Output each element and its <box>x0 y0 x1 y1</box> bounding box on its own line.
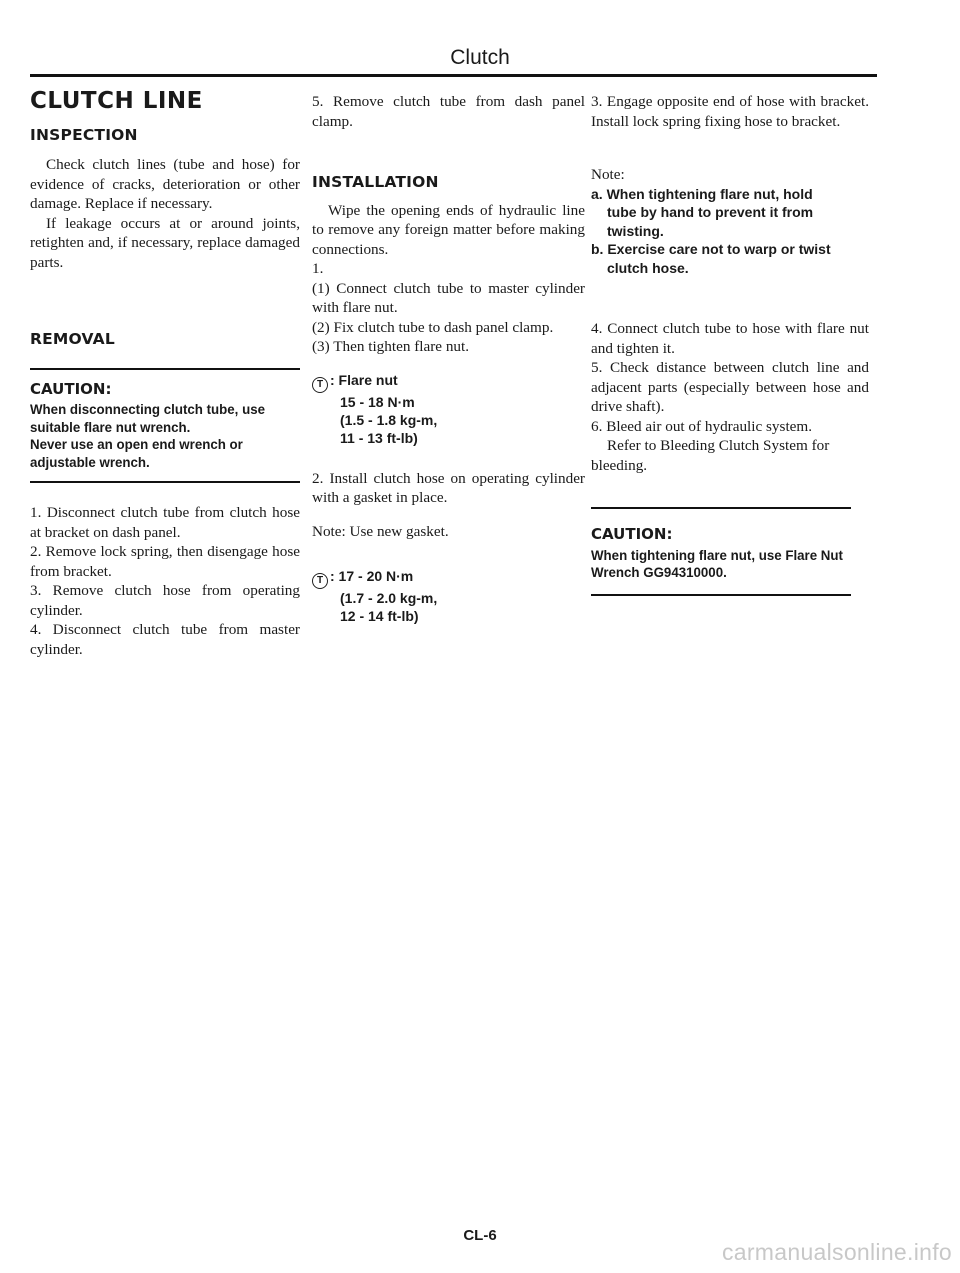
caution-text: When tightening flare nut, use Flare Nut Wrench GG94310000. <box>591 546 843 580</box>
inspection-heading: INSPECTION <box>30 125 138 144</box>
torque-icon: T <box>312 377 328 393</box>
caution-title: CAUTION: <box>30 379 112 398</box>
installation-step-3: 3. Engage opposite end of hose with bracket. Install lock spring fixing hose to bracket. <box>591 93 869 130</box>
caution-line-1: When disconnecting clutch tube, use suitable flare nut wrench. <box>30 401 265 435</box>
installation-sub-1: (1) Connect clutch tube to master cylinder with flare nut. <box>312 279 585 316</box>
removal-step-5: 5. Remove clutch tube from dash panel clamp. <box>312 93 585 130</box>
column-1 <box>30 86 300 659</box>
removal-step-4: 4. Disconnect clutch tube from master cylinder. <box>30 621 300 658</box>
note-b-line-1: b. Exercise care not to warp or twist <box>591 241 831 257</box>
installation-note: Note: Use new gasket. <box>312 522 449 540</box>
removal-step-3: 3. Remove clutch hose from operating cylinder. <box>30 582 300 619</box>
section-title: CLUTCH LINE <box>30 88 203 114</box>
installation-step-1: 1. <box>312 260 324 277</box>
installation-caution-box <box>591 507 851 596</box>
installation-step-6: 6. Bleed air out of hydraulic system. <box>591 417 813 435</box>
installation-sub-3: (3) Then tighten flare nut. <box>312 338 470 355</box>
torque-value-nm: : 17 - 20 N·m <box>330 568 414 584</box>
torque-value-kgm: (1.5 - 1.8 kg-m, <box>340 411 438 428</box>
note-a-line-2: tube by hand to prevent it from twisting. <box>607 204 814 239</box>
removal-heading: REMOVAL <box>30 330 115 348</box>
caution-title: CAUTION: <box>591 525 673 543</box>
page-number: CL-6 <box>463 1227 497 1244</box>
removal-caution-box <box>30 368 300 484</box>
note-b-line-2: clutch hose. <box>607 259 689 276</box>
watermark: carmanualsonline.info <box>721 1239 952 1265</box>
torque-value-kgm: (1.7 - 2.0 kg-m, <box>340 590 438 606</box>
installation-step-6-detail: Refer to Bleeding Clutch System for bleeding. <box>591 437 830 474</box>
note-a-line-1: a. When tightening flare nut, hold <box>591 185 813 202</box>
column-3 <box>591 86 869 596</box>
installation-heading: INSTALLATION <box>312 173 439 191</box>
column-2 <box>312 86 585 625</box>
note-b <box>591 240 869 277</box>
inspection-paragraph-2: If leakage occurs at or around joints, retighten and, if necessary, replace damaged parts. <box>30 214 300 271</box>
installation-step-5: 5. Check distance between clutch line and adjacent parts (especially between hose and drive shaft). <box>591 359 869 415</box>
note-label: Note: <box>591 166 625 183</box>
installation-step-2: 2. Install clutch hose on operating cylinder with a gasket in place. <box>312 469 585 506</box>
torque-value-ftlb: 11 - 13 ft-lb) <box>340 429 418 446</box>
installation-intro: Wipe the opening ends of hydraulic line to remove any foreign matter before making connections. <box>312 201 585 258</box>
inspection-paragraph-1: Check clutch lines (tube and hose) for evidence of cracks, deterioration or other damage. Replace if necessary. <box>30 156 300 212</box>
torque-value-nm: 15 - 18 N·m <box>340 393 415 410</box>
header-rule <box>30 74 877 77</box>
removal-step-2: 2. Remove lock spring, then disengage hose from bracket. <box>30 543 300 580</box>
page-header-title: Clutch <box>450 46 510 69</box>
torque-spec-hose <box>312 567 585 625</box>
torque-label: : Flare nut <box>330 371 398 388</box>
torque-icon: T <box>312 573 328 589</box>
note-a <box>591 185 869 241</box>
torque-value-ftlb: 12 - 14 ft-lb) <box>340 608 419 624</box>
installation-sub-2: (2) Fix clutch tube to dash panel clamp. <box>312 318 554 336</box>
installation-step-4: 4. Connect clutch tube to hose with flare nut and tighten it. <box>591 320 869 357</box>
torque-spec-flare-nut <box>312 371 585 447</box>
caution-line-2: Never use an open end wrench or adjustable wrench. <box>30 436 243 470</box>
removal-step-1: 1. Disconnect clutch tube from clutch hose at bracket on dash panel. <box>30 504 300 541</box>
